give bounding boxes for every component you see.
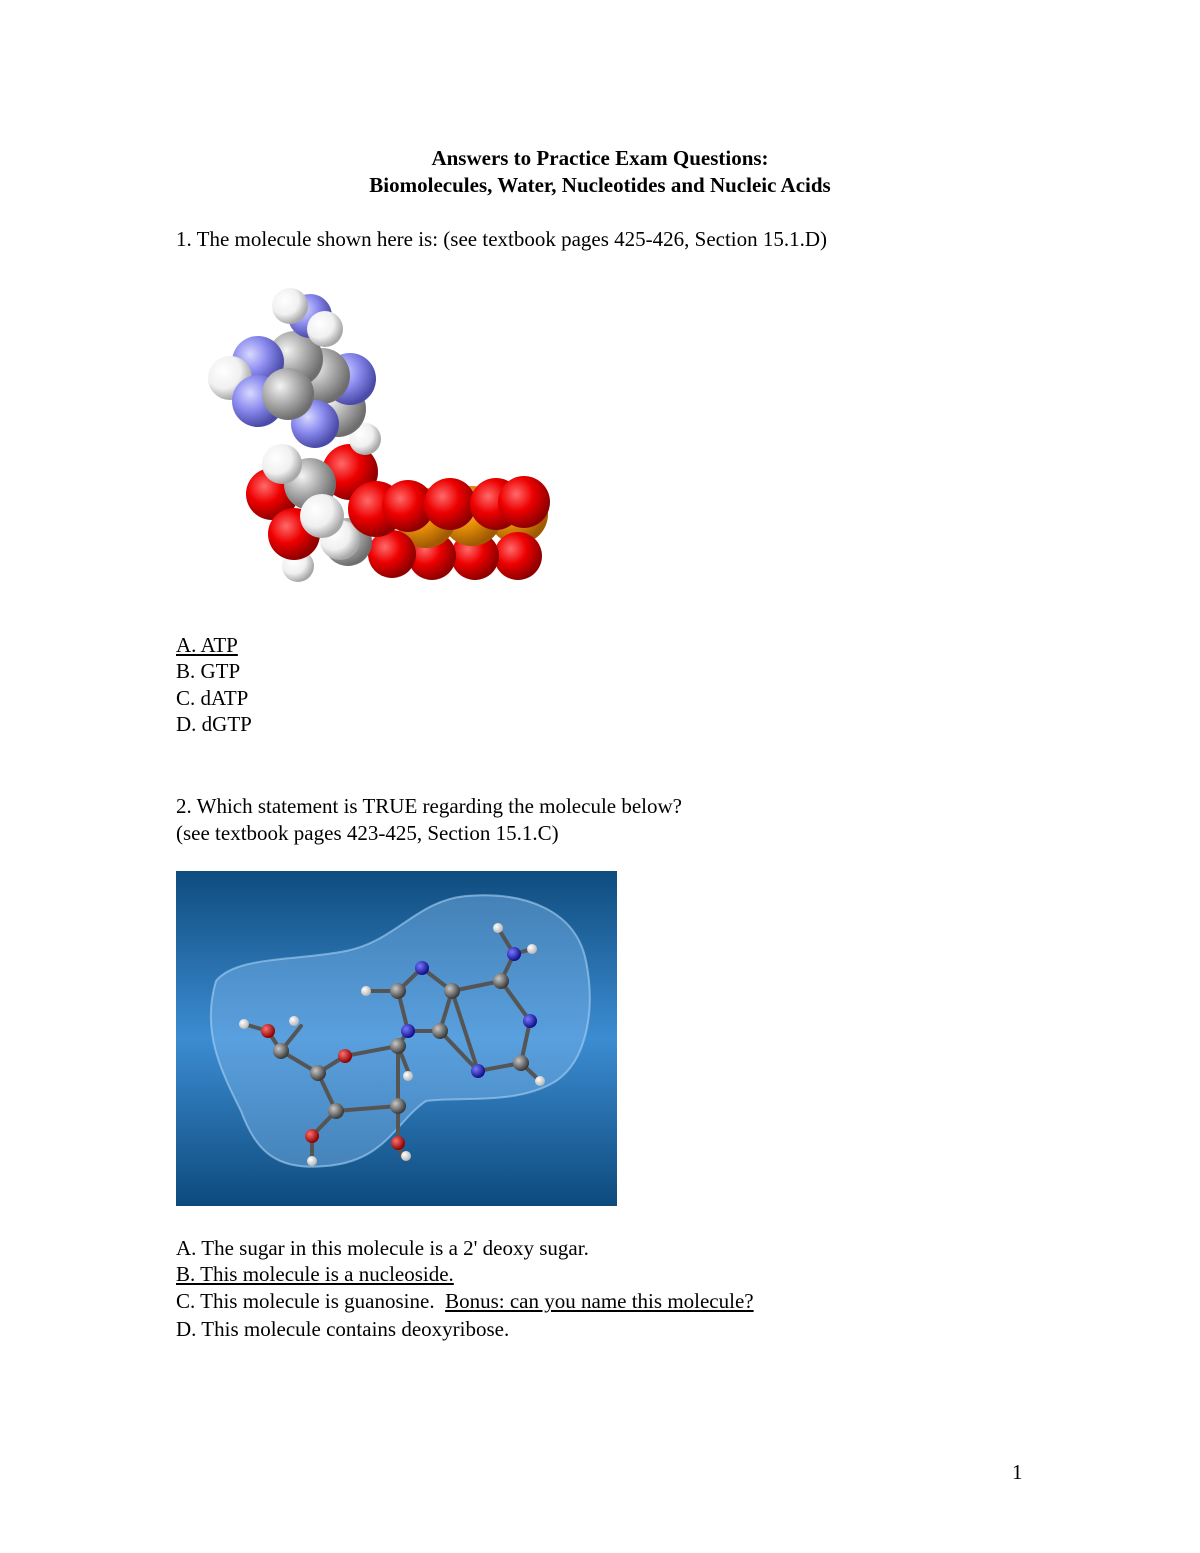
- atom-nitrogen: [471, 1064, 485, 1078]
- page-number: 1: [1012, 1460, 1023, 1484]
- atom-carbon: [390, 983, 406, 999]
- q2-option-c: [176, 1288, 754, 1314]
- question-2-reference: (see textbook pages 423-425, Section 15.1.C): [176, 821, 559, 845]
- q1-option-d: D. dGTP: [176, 712, 252, 736]
- adenosine-ball-and-stick-image: [176, 871, 617, 1206]
- atom-hydrogen: [493, 923, 503, 933]
- atom-hydrogen: [361, 986, 371, 996]
- atom-hydrogen: [307, 311, 343, 347]
- atom-nitrogen: [401, 1024, 415, 1038]
- atom-oxygen: [368, 530, 416, 578]
- atom-hydrogen: [272, 288, 308, 324]
- atom-hydrogen: [300, 494, 344, 538]
- q1-option-b: B. GTP: [176, 659, 241, 683]
- atom-hydrogen: [239, 1019, 249, 1029]
- q2-option-b-text: B. This molecule is a nucleoside.: [176, 1262, 454, 1286]
- q2-option-a: A. The sugar in this molecule is a 2' deoxy sugar.: [176, 1236, 589, 1260]
- atom-oxygen: [424, 478, 476, 530]
- atom-oxygen: [338, 1049, 352, 1063]
- atom-hydrogen: [262, 444, 302, 484]
- atom-carbon: [310, 1065, 326, 1081]
- atp-space-filling-model: [200, 284, 560, 584]
- atom-oxygen: [498, 476, 550, 528]
- atom-carbon: [513, 1055, 529, 1071]
- atom-nitrogen: [523, 1014, 537, 1028]
- atom-hydrogen: [535, 1076, 545, 1086]
- atom-carbon: [432, 1023, 448, 1039]
- atom-carbon: [273, 1043, 289, 1059]
- q2-option-c-text: C. This molecule is guanosine.: [176, 1289, 435, 1313]
- atom-oxygen: [494, 532, 542, 580]
- atom-hydrogen: [403, 1071, 413, 1081]
- q1-option-a: [176, 632, 238, 658]
- atom-oxygen: [305, 1129, 319, 1143]
- q2-option-d: D. This molecule contains deoxyribose.: [176, 1317, 510, 1341]
- atom-oxygen: [391, 1136, 405, 1150]
- atom-hydrogen: [401, 1151, 411, 1161]
- question-2-text: 2. Which statement is TRUE regarding the molecule below?: [176, 794, 682, 818]
- q2-bonus-question: Bonus: can you name this molecule?: [445, 1289, 754, 1313]
- q1-option-c: C. dATP: [176, 686, 249, 710]
- atom-hydrogen: [527, 944, 537, 954]
- atom-hydrogen: [289, 1016, 299, 1026]
- page-title-line-2: Biomolecules, Water, Nucleotides and Nucleic Acids: [369, 173, 831, 197]
- atom-carbon: [493, 973, 509, 989]
- atom-hydrogen: [307, 1156, 317, 1166]
- atom-oxygen: [261, 1024, 275, 1038]
- atom-carbon: [262, 368, 314, 420]
- question-1-text: 1. The molecule shown here is: (see textbook pages 425-426, Section 15.1.D): [176, 227, 828, 251]
- atom-carbon: [328, 1103, 344, 1119]
- atom-nitrogen: [507, 947, 521, 961]
- q2-option-b: [176, 1261, 454, 1287]
- atom-carbon: [444, 983, 460, 999]
- atom-nitrogen: [415, 961, 429, 975]
- page-title-line-1: Answers to Practice Exam Questions:: [431, 146, 769, 170]
- atom-carbon: [390, 1098, 406, 1114]
- atom-carbon: [390, 1038, 406, 1054]
- q1-option-a-text: A. ATP: [176, 633, 238, 657]
